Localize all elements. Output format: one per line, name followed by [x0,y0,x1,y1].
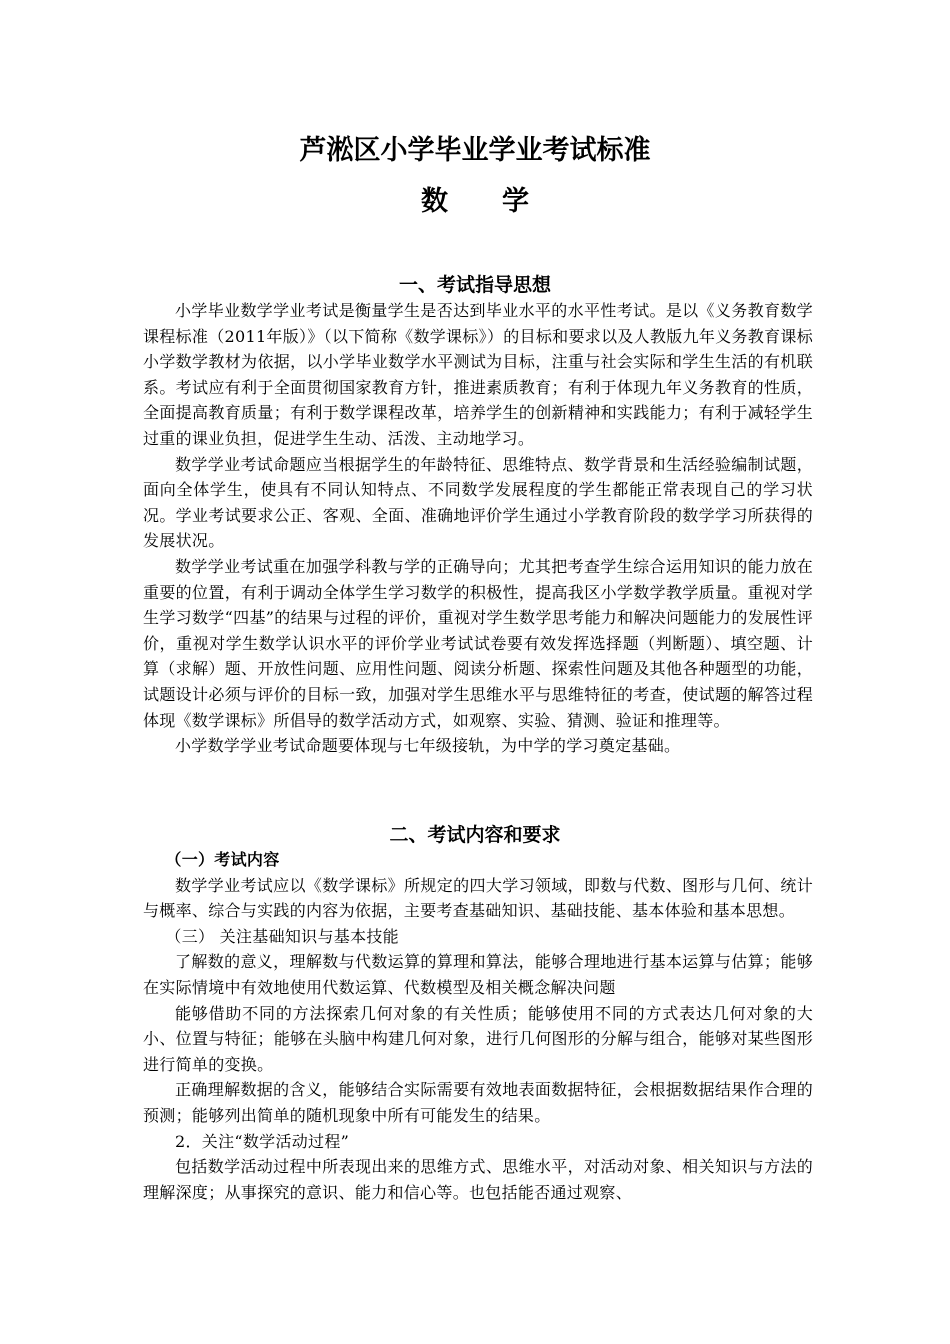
paragraph: 数学学业考试重在加强学科教与学的正确导向；尤其把考查学生综合运用知识的能力放在重要的位置，有利于调动全体学生学习数学的积极性，提高我区小学数学教学质量。重视对学生学习数学“四基”的结果与过程的评价，重视对学生数学思考能力和解决问题能力的发展性评价，重视对学生数学认识水平的评价学业考试试卷要有效发挥选择题（判断题）、填空题、计算（求解）题、开放性问题、应用性问题、阅读分析题、探索性问题及其他各种题型的功能，试题设计必须与评价的目标一致，加强对学生思维水平与思维特征的考查，使试题的解答过程体现《数学课标》所倡导的数学活动方式，如观察、实验、猜测、验证和推理等。 [143,556,813,730]
subheading-basic-knowledge: （三） 关注基础知识与基本技能 [165,926,399,946]
paragraph: 小学毕业数学学业考试是衡量学生是否达到毕业水平的水平性考试。是以《义务教育数学课程标准（2011年版）》（以下简称《数学课标》）的目标和要求以及人教版九年义务教育课标小学数学教材为依据，以小学毕业数学水平测试为目标，注重与社会实际和学生生活的有机联系。考试应有利于全面贯彻国家教育方针，推进素质教育；有利于体现九年义务教育的性质，全面提高教育质量；有利于数学课程改革，培养学生的创新精神和实践能力；有利于减轻学生过重的课业负担，促进学生生动、活泼、主动地学习。 [143,301,813,448]
section-body-guiding-thought [143,298,813,759]
subheading-exam-content: （一）考试内容 [165,850,280,869]
paragraph: 数学学业考试命题应当根据学生的年龄特征、思维特点、数学背景和生活经验编制试题，面向全体学生，使具有不同认知特点、不同数学发展程度的学生都能正常表现自己的学习状况。学业考试要求公正、客观、全面、准确地评价学生通过小学教育阶段的数学学习所获得的发展状况。 [143,454,813,551]
paragraph: 包括数学活动过程中所表现出来的思维方式、思维水平，对活动对象、相关知识与方法的理解深度；从事探究的意识、能力和信心等。也包括能否通过观察、 [143,1157,813,1202]
paragraph: 数学学业考试应以《数学课标》所规定的四大学习领域，即数与代数、图形与几何、统计与概率、综合与实践的内容为依据，主要考查基础知识、基础技能、基本体验和基本思想。 [143,875,813,921]
paragraph: 了解数的意义，理解数与代数运算的算理和算法，能够合理地进行基本运算与估算；能够在实际情境中有效地使用代数运算、代数模型及相关概念解决问题 [143,952,813,997]
paragraph: 能够借助不同的方法探索几何对象的有关性质；能够使用不同的方式表达几何对象的大小、位置与特征；能够在头脑中构建几何对象，进行几何图形的分解与组合，能够对某些图形进行简单的变换。 [143,1003,813,1074]
subheading-activity-process: 2．关注“数学活动过程” [175,1131,350,1151]
document-title: 芦淞区小学毕业学业考试标准 [299,135,651,166]
section-heading-guiding-thought: 一、考试指导思想 [398,274,551,296]
section-heading-content-requirements: 二、考试内容和要求 [389,824,561,846]
paragraph: 小学数学学业考试命题要体现与七年级接轨，为中学的学习奠定基础。 [175,736,681,756]
section-body-content-requirements [143,847,813,1205]
paragraph: 正确理解数据的含义，能够结合实际需要有效地表面数据特征，会根据数据结果作合理的预测；能够列出简单的随机现象中所有可能发生的结果。 [143,1080,813,1125]
subject-title: 数 学 [421,186,529,217]
